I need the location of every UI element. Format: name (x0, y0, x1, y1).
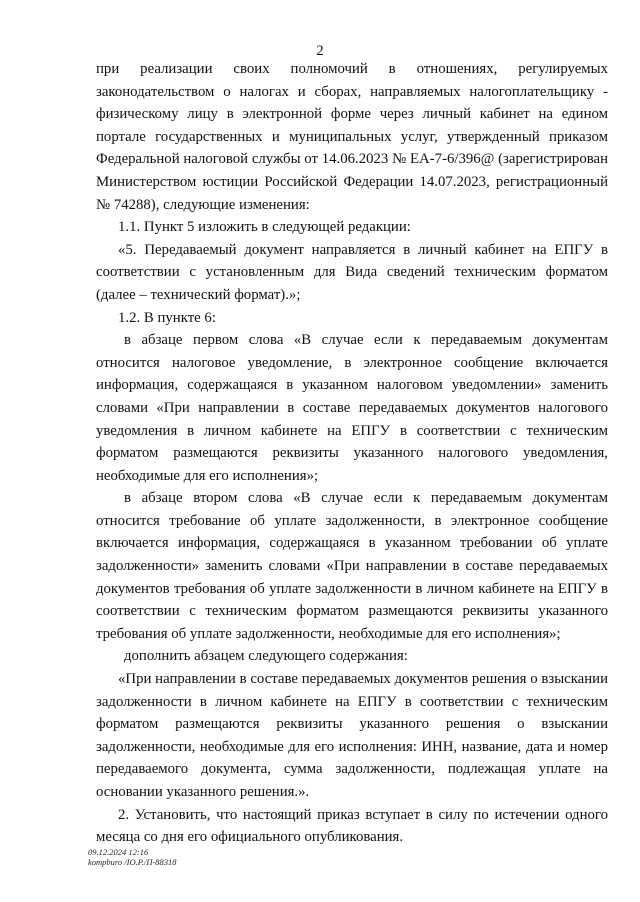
paragraph-amendments-intro: при реализации своих полномочий в отношениях, регулируемых законодательством о налогах и сборах, направляемых налогоплательщику - физическому лицу в электронной форме через личный кабинет на едином портале государственных и муниципальных услуг, утвержденный приказом Федеральной налоговой службы от 14.06.2023 № ЕА-7-6/396@ (зарегистрирован Министерством юстиции Российской Федерации 14.07.2023, регистрационный № 74288), следующие изменения: (96, 61, 608, 213)
paragraph-add-abzac: дополнить абзацем следующего содержания: (124, 648, 408, 665)
paragraph-first-abzac: в абзаце первом слова «В случае если к передаваемым документам относится налоговое уведомление, в электронное сообщение включается информация, содержащаяся в указанном налоговом уведомлении» заменить словами «При направлении в составе передаваемых документов налогового уведомления в личном кабинете на ЕПГУ в соответствии с техническим форматом размещаются реквизиты указанного налогового уведомления, необходимые для его исполнения»; (96, 332, 608, 484)
document-footer-stamp (88, 847, 177, 867)
paragraph-item-1-1: 1.1. Пункт 5 изложить в следующей редакции: (118, 219, 411, 236)
paragraph-item-5-text: «5. Передаваемый документ направляется в личный кабинет на ЕПГУ в соответствии с установленным для Вида сведений техническим форматом (далее – технический формат).»; (96, 241, 608, 303)
footer-timestamp: 09.12.2024 12:16 (88, 847, 149, 857)
paragraph-item-2: 2. Установить, что настоящий приказ вступает в силу по истечении одного месяца со дня его официального опубликования. (96, 806, 608, 846)
page-number: 2 (316, 43, 324, 59)
paragraph-item-1-2: 1.2. В пункте 6: (118, 309, 216, 326)
paragraph-new-abzac-text: «При направлении в составе передаваемых документов решения о взыскании задолженности в личном кабинете на ЕПГУ в соответствии с техническим форматом размещаются реквизиты указанного решения о взыскании задолженности, необходимые для его исполнения: ИНН, название, дата и номер передаваемого документа, сумма задолженности, подлежащая уплате на основании указанного решения.». (96, 671, 608, 800)
footer-doc-id: kompburo /IO.P./П-88318 (88, 857, 177, 867)
document-body (96, 58, 608, 849)
paragraph-second-abzac: в абзаце втором слова «В случае если к передаваемым документам относится требование об уплате задолженности, в электронное сообщение включается информация, содержащаяся в указанном требовании об уплате задолженности» заменить словами «При направлении в составе передаваемых документов требования об уплате задолженности в личном кабинете на ЕПГУ в соответствии с техническим форматом размещаются реквизиты указанного требования об уплате задолженности, необходимые для его исполнения»; (96, 490, 608, 642)
